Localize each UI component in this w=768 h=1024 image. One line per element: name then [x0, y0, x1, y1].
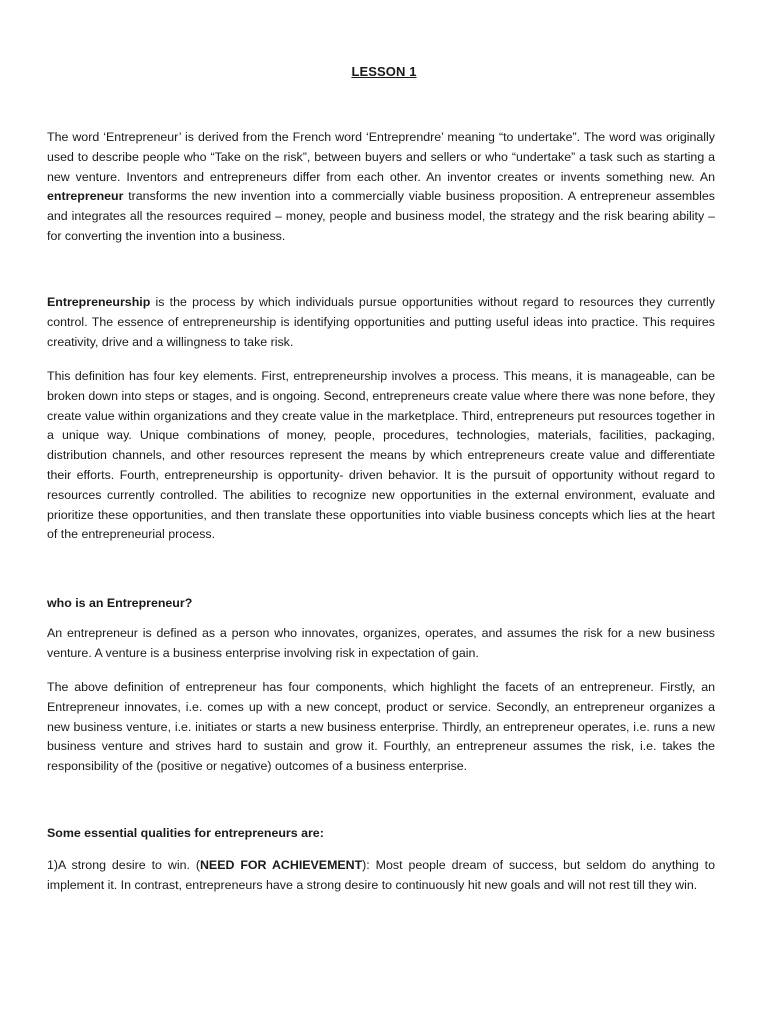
- paragraph-four-key-elements: This definition has four key elements. First, entrepreneurship involves a process. This means, it is manageable, can be broken down into steps or stages, and is ongoing. Second, entrepreneurs create value where there was none before, they create value within organizations and they create value in the marketplace. Third, entrepreneurs put resources together in a unique way. Unique combinations of money, people, procedures, technologies, materials, facilities, packaging, distribution channels, and other resources represent the means by which entrepreneurs create value and differentiate their efforts. Fourth, entrepreneurship is opportunity- driven behavior. It is the pursuit of opportunity without regard to resources currently controlled. The abilities to recognize new opportunities in the external environment, evaluate and prioritize these opportunities, and then translate these opportunities into viable business concepts which lies at the heart of the entrepreneurial process.: [47, 369, 715, 542]
- paragraph-quality-1: 1)A strong desire to win. (NEED FOR ACHIEVEMENT): Most people dream of success, but seldom do anything to implement it. In contrast, entrepreneurs have a strong desire to continuously hit new goals and will not rest till they win.: [47, 858, 715, 892]
- paragraph-entrepreneurship-definition: Entrepreneurship is the process by which individuals pursue opportunities without regard to resources they currently control. The essence of entrepreneurship is identifying opportunities and putting useful ideas into practice. This requires creativity, drive and a willingness to take risk.: [47, 295, 715, 349]
- heading-essential-qualities: Some essential qualities for entrepreneurs are:: [47, 826, 324, 840]
- page-title: LESSON 1: [351, 64, 417, 79]
- paragraph-four-components: The above definition of entrepreneur has four components, which highlight the facets of an entrepreneur. Firstly, an Entrepreneur innovates, i.e. comes up with a new concept, product or service. Secondly, an entrepreneur organizes a new business venture, i.e. initiates or starts a new business enterprise. Thirdly, an entrepreneur operates, i.e. runs a new business venture and strives hard to sustain and grow it. Fourthly, an entrepreneur assumes the risk, i.e. takes the responsibility of the (positive or negative) outcomes of a business enterprise.: [47, 680, 715, 774]
- paragraph-entrepreneur-origin: The word ‘Entrepreneur’ is derived from the French word ‘Entreprendre’ meaning “to undertake”. The word was originally used to describe people who “Take on the risk”, between buyers and sellers or who “undertake” a task such as starting a new venture. Inventors and entrepreneurs differ from each other. An inventor creates or invents something new. An entrepreneur transforms the new invention into a commercially viable business proposition. A entrepreneur assembles and integrates all the resources required – money, people and business model, the strategy and the risk bearing ability – for converting the invention into a business.: [47, 130, 715, 243]
- paragraph-entrepreneur-definition: An entrepreneur is defined as a person who innovates, organizes, operates, and assumes the risk for a new business venture. A venture is a business enterprise involving risk in expectation of gain.: [47, 626, 715, 660]
- heading-who-is-entrepreneur: who is an Entrepreneur?: [47, 596, 193, 610]
